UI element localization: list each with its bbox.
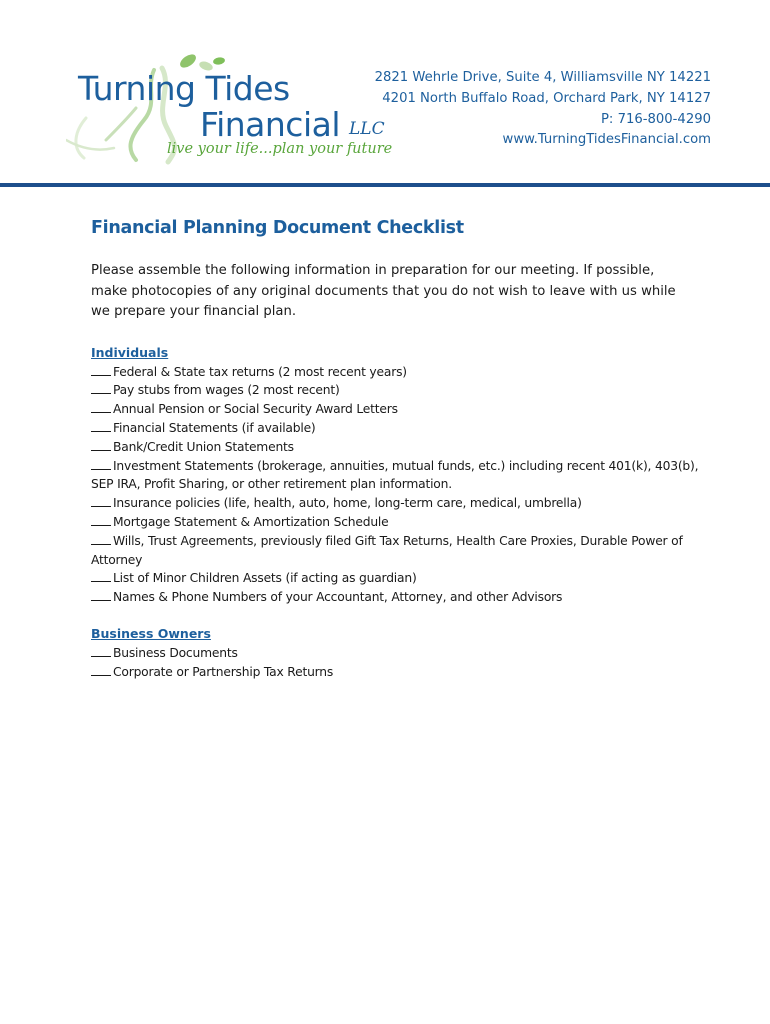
company-logo xyxy=(66,48,393,166)
checklist-individuals xyxy=(91,363,711,607)
checklist-content xyxy=(91,215,711,699)
checklist-item-label: Financial Statements (if available) xyxy=(113,420,316,435)
checkbox-blank-line xyxy=(91,401,111,413)
checklist-item xyxy=(91,381,701,400)
checklist-item xyxy=(91,438,701,457)
checkbox-blank-line xyxy=(91,514,111,526)
section-heading-individuals: Individuals xyxy=(91,344,169,360)
checklist-item xyxy=(91,644,701,663)
address-line-2: 4201 North Buffalo Road, Orchard Park, NY 14127 xyxy=(382,90,711,106)
checkbox-blank-line xyxy=(91,420,111,432)
checklist-item-label: Federal & State tax returns (2 most recent years) xyxy=(113,364,407,379)
checklist-item xyxy=(91,363,701,382)
section-heading-business-owners: Business Owners xyxy=(91,625,211,641)
checklist-item-label: Annual Pension or Social Security Award Letters xyxy=(113,402,398,417)
checklist-item-label: Wills, Trust Agreements, previously filed Gift Tax Returns, Health Care Proxies, Durable Power of Attorney xyxy=(91,533,683,567)
checkbox-blank-line xyxy=(91,495,111,507)
checklist-item-label: Business Documents xyxy=(113,645,238,660)
website-link[interactable]: www.TurningTidesFinancial.com xyxy=(502,132,711,148)
checklist-item xyxy=(91,532,701,570)
checkbox-blank-line xyxy=(91,382,111,394)
checkbox-blank-line xyxy=(91,458,111,470)
checklist-business-owners xyxy=(91,644,711,682)
checkbox-blank-line xyxy=(91,364,111,376)
logo-wordmark-line1: Turning Tides xyxy=(78,69,290,108)
page-title: Financial Planning Document Checklist xyxy=(91,218,464,238)
checklist-item-label: Insurance policies (life, health, auto, home, long-term care, medical, umbrella) xyxy=(113,496,582,511)
checkbox-blank-line xyxy=(91,570,111,582)
header-divider xyxy=(0,183,770,187)
checklist-item-label: Corporate or Partnership Tax Returns xyxy=(113,664,334,679)
checklist-item-label: Names & Phone Numbers of your Accountant, Attorney, and other Advisors xyxy=(113,590,563,605)
phone-number: P: 716-800-4290 xyxy=(600,111,711,127)
checkbox-blank-line xyxy=(91,645,111,657)
checklist-item-label: Pay stubs from wages (2 most recent) xyxy=(113,383,340,398)
checklist-item xyxy=(91,457,701,495)
logo-wordmark-line2: Financial xyxy=(200,105,341,144)
checklist-item xyxy=(91,400,701,419)
checklist-item xyxy=(91,569,701,588)
intro-paragraph: Please assemble the following information in preparation for our meeting. If possible, make photocopies of any original documents that you do not wish to leave with us while we prepare your financial plan. xyxy=(91,263,676,320)
checklist-item xyxy=(91,494,701,513)
checklist-item xyxy=(91,513,701,532)
logo-llc: LLC xyxy=(349,119,385,139)
address-line-1: 2821 Wehrle Drive, Suite 4, Williamsville NY 14221 xyxy=(374,70,711,85)
checklist-item-label: Bank/Credit Union Statements xyxy=(113,439,294,454)
checkbox-blank-line xyxy=(91,664,111,676)
checklist-item-label: Mortgage Statement & Amortization Schedule xyxy=(113,514,389,529)
checklist-item xyxy=(91,588,701,607)
checkbox-blank-line xyxy=(91,533,111,545)
address-block xyxy=(375,68,711,151)
checklist-item-label: Investment Statements (brokerage, annuities, mutual funds, etc.) including recent 401(k), 403(b), SEP IRA, Profit Sharing, or other retirement plan information. xyxy=(91,458,699,492)
logo-tagline: live your life...plan your future xyxy=(167,141,393,157)
checklist-item xyxy=(91,419,701,438)
checkbox-blank-line xyxy=(91,589,111,601)
checklist-item xyxy=(91,663,701,682)
checklist-item-label: List of Minor Children Assets (if acting as guardian) xyxy=(113,571,417,586)
checkbox-blank-line xyxy=(91,439,111,451)
